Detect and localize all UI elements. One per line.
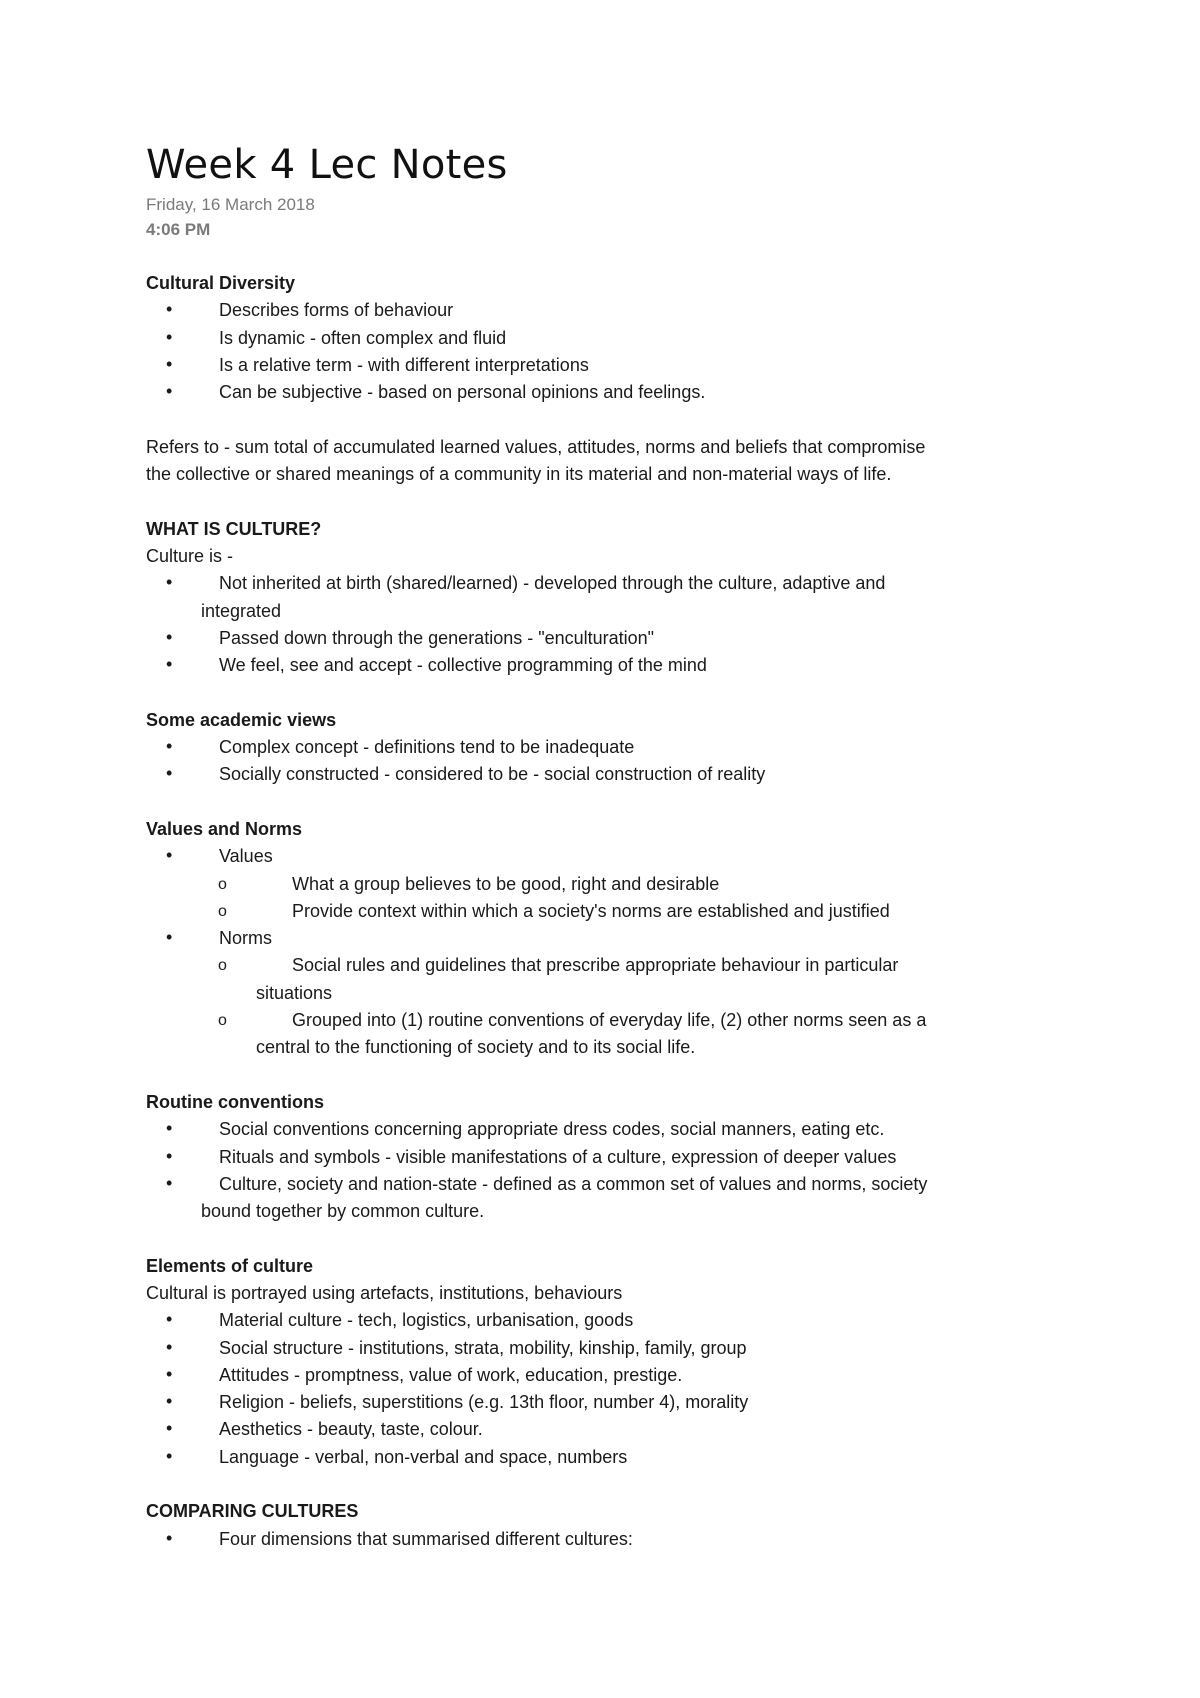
line-text: Social conventions concerning appropriate dress codes, social manners, eating etc. xyxy=(219,1119,885,1140)
bullet-dot-icon: • xyxy=(166,654,173,675)
bullet-dot-icon: • xyxy=(166,763,173,784)
line-text: Complex concept - definitions tend to be inadequate xyxy=(219,737,635,758)
blank-line xyxy=(146,1471,1046,1498)
section-heading xyxy=(146,516,1046,543)
blank-line xyxy=(146,1225,1046,1252)
line-text: integrated xyxy=(201,600,282,621)
bullet-dot-icon: • xyxy=(166,1363,173,1384)
blank-line xyxy=(146,789,1046,816)
note-body xyxy=(146,270,1046,1553)
line-text: Not inherited at birth (shared/learned) - developed through the culture, adaptive and xyxy=(219,573,886,594)
bullet-item xyxy=(146,1144,1046,1171)
line-text: Culture, society and nation-state - defined as a common set of values and norms, society xyxy=(219,1173,928,1194)
section-heading xyxy=(146,1089,1046,1116)
line-text: Aesthetics - beauty, taste, colour. xyxy=(219,1419,483,1440)
section-heading xyxy=(146,816,1046,843)
line-text: Social rules and guidelines that prescribe appropriate behaviour in particular xyxy=(292,955,899,976)
bullet-item xyxy=(146,652,1046,679)
line-text: Can be subjective - based on personal opinions and feelings. xyxy=(219,382,706,403)
line-text: Social structure - institutions, strata, mobility, kinship, family, group xyxy=(219,1337,747,1358)
bullet-item xyxy=(146,734,1046,761)
bullet-dot-icon: • xyxy=(166,1118,173,1139)
blank-line xyxy=(146,488,1046,515)
bullet-dot-icon: • xyxy=(166,353,173,374)
bullet-item xyxy=(146,1362,1046,1389)
line-text: Describes forms of behaviour xyxy=(219,300,454,321)
bullet-circle-icon: o xyxy=(218,875,227,893)
line-text: Rituals and symbols - visible manifestations of a culture, expression of deeper values xyxy=(219,1146,897,1167)
note-date: Friday, 16 March 2018 xyxy=(146,195,315,214)
line-text: Material culture - tech, logistics, urbanisation, goods xyxy=(219,1310,634,1331)
line-text: Norms xyxy=(219,928,272,949)
page-title: Week 4 Lec Notes xyxy=(146,142,508,188)
paragraph-line xyxy=(146,461,1046,488)
bullet-item xyxy=(146,625,1046,652)
bullet-dot-icon: • xyxy=(166,1391,173,1412)
note-time: 4:06 PM xyxy=(146,220,211,239)
bullet-circle-icon: o xyxy=(218,1012,227,1030)
bullet-item xyxy=(146,925,1046,952)
sub-bullet-item xyxy=(146,871,1046,898)
line-text: Elements of culture xyxy=(146,1255,314,1276)
sub-bullet-item xyxy=(146,1007,1046,1034)
line-text: COMPARING CULTURES xyxy=(146,1501,359,1522)
line-text: situations xyxy=(256,982,333,1003)
section-heading xyxy=(146,707,1046,734)
section-heading xyxy=(146,270,1046,297)
bullet-item xyxy=(146,1307,1046,1334)
sub-bullet-continuation xyxy=(146,1034,1046,1061)
line-text: Culture is - xyxy=(146,545,234,566)
blank-line xyxy=(146,406,1046,433)
blank-line xyxy=(146,679,1046,706)
line-text: Cultural is portrayed using artefacts, institutions, behaviours xyxy=(146,1282,623,1303)
bullet-dot-icon: • xyxy=(166,326,173,347)
section-heading xyxy=(146,1253,1046,1280)
bullet-dot-icon: • xyxy=(166,736,173,757)
bullet-dot-icon: • xyxy=(166,1445,173,1466)
line-text: Socially constructed - considered to be - social construction of reality xyxy=(219,764,766,785)
bullet-dot-icon: • xyxy=(166,1336,173,1357)
line-text: the collective or shared meanings of a community in its material and non-material ways of life. xyxy=(146,464,892,485)
line-text: Cultural Diversity xyxy=(146,273,296,293)
bullet-circle-icon: o xyxy=(218,902,227,920)
bullet-item xyxy=(146,325,1046,352)
sub-bullet-item xyxy=(146,952,1046,979)
bullet-continuation xyxy=(146,1198,1046,1225)
line-text: central to the functioning of society and to its social life. xyxy=(256,1037,696,1058)
bullet-item xyxy=(146,843,1046,870)
bullet-continuation xyxy=(146,598,1046,625)
line-text: Routine conventions xyxy=(146,1091,325,1112)
bullet-dot-icon: • xyxy=(166,1309,173,1330)
line-text: Four dimensions that summarised different cultures: xyxy=(219,1528,633,1549)
sub-bullet-continuation xyxy=(146,980,1046,1007)
bullet-dot-icon: • xyxy=(166,626,173,647)
paragraph-line xyxy=(146,1280,1046,1307)
line-text: Some academic views xyxy=(146,709,337,730)
bullet-dot-icon: • xyxy=(166,381,173,402)
line-text: Provide context within which a society's norms are established and justified xyxy=(292,900,890,921)
blank-line xyxy=(146,1062,1046,1089)
paragraph-line xyxy=(146,434,1046,461)
bullet-item xyxy=(146,1171,1046,1198)
bullet-item xyxy=(146,1116,1046,1143)
line-text: Language - verbal, non-verbal and space, numbers xyxy=(219,1446,628,1467)
line-text: bound together by common culture. xyxy=(201,1201,485,1222)
bullet-dot-icon: • xyxy=(166,927,173,948)
paragraph-line xyxy=(146,543,1046,570)
line-text: WHAT IS CULTURE? xyxy=(146,518,322,539)
bullet-item xyxy=(146,570,1046,597)
line-text: Is a relative term - with different interpretations xyxy=(219,354,589,375)
bullet-item xyxy=(146,297,1046,324)
bullet-dot-icon: • xyxy=(166,845,173,866)
line-text: Passed down through the generations - "enculturation" xyxy=(219,627,655,648)
line-text: Attitudes - promptness, value of work, education, prestige. xyxy=(219,1364,683,1385)
line-text: Refers to - sum total of accumulated learned values, attitudes, norms and beliefs that compromise xyxy=(146,436,926,457)
section-heading xyxy=(146,1498,1046,1525)
bullet-dot-icon: • xyxy=(166,299,173,320)
line-text: We feel, see and accept - collective programming of the mind xyxy=(219,655,707,676)
bullet-item xyxy=(146,1444,1046,1471)
bullet-item xyxy=(146,379,1046,406)
bullet-dot-icon: • xyxy=(166,1145,173,1166)
bullet-item xyxy=(146,1335,1046,1362)
bullet-item xyxy=(146,1526,1046,1553)
bullet-circle-icon: o xyxy=(218,957,227,975)
line-text: Values and Norms xyxy=(146,818,303,839)
line-text: Grouped into (1) routine conventions of everyday life, (2) other norms seen as a xyxy=(292,1010,927,1031)
bullet-item xyxy=(146,1389,1046,1416)
bullet-dot-icon: • xyxy=(166,1418,173,1439)
bullet-item xyxy=(146,1416,1046,1443)
bullet-dot-icon: • xyxy=(166,1172,173,1193)
line-text: What a group believes to be good, right and desirable xyxy=(292,873,720,894)
bullet-dot-icon: • xyxy=(166,572,173,593)
line-text: Values xyxy=(219,846,273,867)
line-text: Is dynamic - often complex and fluid xyxy=(219,327,507,348)
bullet-item xyxy=(146,352,1046,379)
line-text: Religion - beliefs, superstitions (e.g. 13th floor, number 4), morality xyxy=(219,1392,749,1413)
bullet-dot-icon: • xyxy=(166,1527,173,1548)
bullet-item xyxy=(146,761,1046,788)
sub-bullet-item xyxy=(146,898,1046,925)
